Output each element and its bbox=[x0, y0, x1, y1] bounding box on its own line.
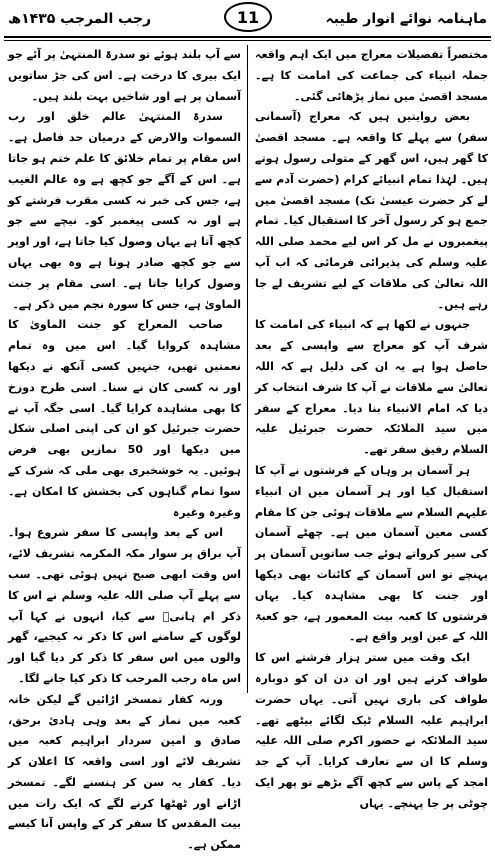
paragraph: ایک وقت میں ستر ہزار فرشتے اس کا طواف کرتے ہیں اور ان دن ان کو دوبارہ طواف کی باری نہیں آتی۔ یہاں حضرت ابراہیم علیہ السلام ٹیک لگائے بیٹھے تھے۔ سید الملائکہ نے حضور اکرم صلی اللہ علیہ وسلم کا ان سے تعارف کرایا۔ آپ کے جد امجد کے پاس سے کچھ آگے بڑھے تو پھر ایک چوٹی پر جا پہنچے۔ یہاں bbox=[255, 651, 488, 810]
paragraph: سے آپ بلند ہوئے تو سدرۃ المنتہیٰ پر آئے جو ایک بیری کا درخت ہے۔ اس کی جڑ ساتویں آسمان پر ہے اور شاخیں بہت بلند ہیں۔ bbox=[8, 48, 241, 103]
paragraph: جنہوں نے لکھا ہے کہ انبیاء کی امامت کا شرف آپ کو معراج سے واپسی کے بعد حاصل ہوا ہے یہ ان کی دلیل ہے کہ اللہ تعالیٰ سے ملاقات نے آپ کا شرف انتخاب کر دیا کہ امام الانبیاء بنا دیا۔ معراج کے سفر میں سید الملائکہ حضرت جبرئیل علیہ السلام رفیق سفر تھے۔ bbox=[255, 318, 488, 457]
column-divider bbox=[247, 45, 248, 693]
paragraph: اس کے بعد واپسی کا سفر شروع ہوا۔ آپ براق پر سوار مکہ المکرمہ تشریف لائے، اس وقت ابھی صبح نہیں ہوئی تھی۔ سب سے پہلے آپ صلی اللہ علیہ وسلم نے اس کا ذکر ام ہانیؓ سے کیا، انہوں نے کہا آپ لوگوں کے سامنے اس کا ذکر نہ کیجیے، گھر والوں میں اس سفر کا ذکر کر دیا گیا اور اس ماہ رجب المرجب کا ذکر کیا جانے لگا۔ bbox=[8, 526, 241, 685]
issue-date: رجب المرجب ۱۴۳۵ھ bbox=[8, 11, 152, 27]
paragraph: ورنہ کفار تمسخر اڑائیں گے لیکن خانہ کعبہ میں نماز کے بعد وہی ہادیٔ برحق، صادق و امین سردار ابراہیم کعبہ میں تشریف لائے اور اسی واقعہ کا اعلان کر دیا۔ کفار یہ سن کر ہنسنے لگے۔ تمسخر اڑانے اور ٹھٹھا کرنے لگے کہ ایک رات میں بیت المقدس کا سفر کر کے واپس آنا کیسے ممکن ہے۔ bbox=[8, 692, 241, 852]
left-column bbox=[8, 45, 241, 852]
paragraph: سدرۃ المنتہیٰ عالم خلق اور رب السموات والارض کے درمیان حد فاصل ہے۔ اس مقام پر تمام خلائق کا علم ختم ہو جاتا ہے۔ اس کے آگے جو کچھ ہے وہ عالم الغیب ہے، جس کی خبر نہ کسی مقرب فرشتے کو ہے اور نہ کسی پیغمبر کو۔ نیچے سے جو کچھ آتا ہے یہاں وصول کیا جاتا ہے، اور اوپر سے جو کچھ صادر ہوتا ہے وہ بھی یہاں وصول کرایا جاتا ہے۔ اسی مقام پر جنت الماویٰ ہے، جس کا سورہ نجم میں ذکر ہے۔ bbox=[8, 110, 241, 311]
paragraph: صاحب المعراج کو جنت الماویٰ کا مشاہدہ کروایا گیا۔ اس میں وہ تمام نعمتیں تھیں، جنہیں کسی آنکھ نے دیکھا اور نہ کسی کان نے سنا۔ اسی طرح دوزخ کا بھی مشاہدہ کرایا گیا۔ اسی جگہ آپ نے حضرت جبرئیل کو ان کی اپنی اصلی شکل میں دیکھا اور 50 نمازیں بھی فرض ہوئیں۔ یہ خوشخبری بھی ملی کہ شرک کے سوا تمام گناہوں کی بخشش کا امکان ہے۔ وغیرہ وغیرہ bbox=[8, 318, 241, 519]
header-rule bbox=[4, 36, 491, 38]
page-number: 11 bbox=[224, 2, 272, 32]
magazine-title: ماہنامہ نوائے انوار طیبہ bbox=[325, 11, 487, 27]
right-column bbox=[254, 45, 488, 810]
paragraph: مختصراً تفصیلات معراج میں ایک اہم واقعہ جملہ انبیاء کی جماعت کی امامت کا ہے۔ مسجد اقصیٰ میں نماز پڑھائی گئی۔ bbox=[255, 48, 488, 103]
header-rule-thin bbox=[4, 40, 491, 41]
paragraph: بعض روایتیں ہیں کہ معراج (آسمانی سفر) سے پہلے کا واقعہ ہے۔ مسجد اقصیٰ کا گھر ہیں، اس گھر کے متولی رسول ہوتے ہیں۔ لہٰذا تمام انبیائے کرام (حضرت آدم سے لے کر حضرت عیسیٰ تک) مسجد اقصیٰ میں جمع ہو کر رسول آخر کا استقبال کیا۔ تمام پیغمبروں نے مل کر اس لیے محمد صلی اللہ علیہ وسلم کی پذیرائی فرمائی کہ اب آپ اللہ تعالیٰ کی ملاقات کے لیے تشریف لے جا رہے ہیں۔ bbox=[254, 110, 488, 311]
paragraph: ہر آسمان پر وہاں کے فرشتوں نے آپ کا استقبال کیا اور ہر آسمان میں ان انبیاء علیہم السلام سے ملاقات ہوئی جن کا مقام کسی معین آسمان میں ہے۔ چھٹے آسمان کی سیر کرواتے ہوئے جب ساتویں آسمان پر پہنچے تو اس آسمان کے کائنات بھی دیکھا اور جنت کا بھی مشاہدہ کیا۔ یہاں فرشتوں کا کعبہ بیت المعمور ہے، جو کعبۃ اللہ کے عین اوپر واقع ہے۔ bbox=[255, 463, 488, 644]
